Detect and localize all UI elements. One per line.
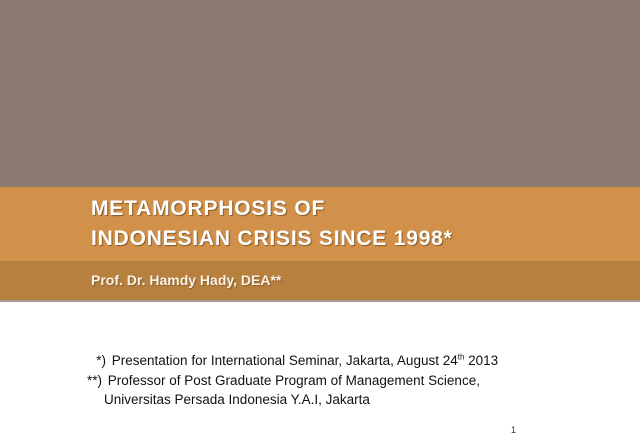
footnote-affiliation bbox=[80, 371, 498, 391]
page-number: 1 bbox=[511, 425, 517, 435]
footnote-presentation bbox=[80, 351, 498, 371]
footnote-affiliation-line-2 bbox=[80, 390, 498, 410]
slide-subtitle-author: Prof. Dr. Hamdy Hady, DEA** bbox=[91, 272, 282, 288]
slide-title-line-1: METAMORPHOSIS OF bbox=[91, 197, 326, 220]
divider-rule bbox=[0, 300, 640, 302]
footnote-text: Presentation for International Seminar, Jakarta, August 24 bbox=[111, 353, 458, 368]
slide-title bbox=[91, 194, 453, 254]
footnote-text-year: 2013 bbox=[464, 353, 499, 368]
footnote-text: Universitas Persada Indonesia Y.A.I, Jakarta bbox=[104, 392, 370, 407]
slide-title-line-2: INDONESIAN CRISIS SINCE 1998* bbox=[91, 227, 453, 250]
header-background-band bbox=[0, 0, 640, 187]
footnote-marker: **) bbox=[86, 372, 102, 388]
footnote-text: Professor of Post Graduate Program of Management Science, bbox=[107, 372, 480, 388]
footnote-marker: *) bbox=[96, 353, 106, 368]
footnotes bbox=[80, 351, 498, 410]
ordinal-suffix: th bbox=[457, 352, 465, 362]
